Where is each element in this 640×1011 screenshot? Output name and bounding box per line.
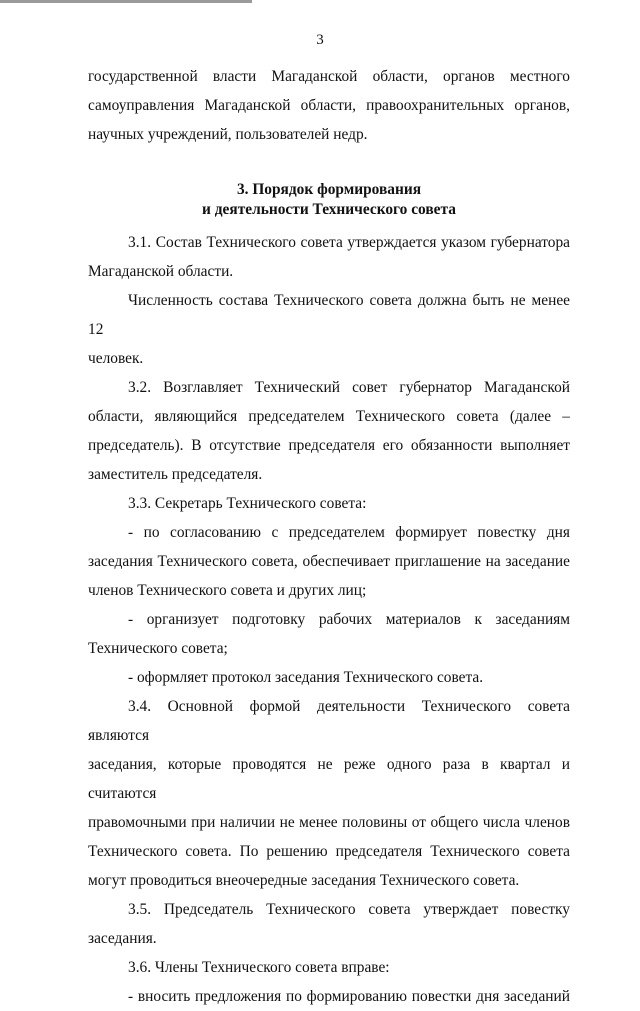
text-line: самоуправления Магаданской области, правоохранительных органов, xyxy=(88,97,570,114)
paragraph-3-4-line: 3.4. Основной формой деятельности Технического совета являются xyxy=(88,698,570,744)
page-number: 3 xyxy=(316,32,324,48)
paragraph-3-5-line: 3.5. Председатель Технического совета утверждает повестку xyxy=(128,901,570,918)
bullet-line: заседания Технического совета, обеспечивает приглашение на заседание xyxy=(88,553,570,570)
bullet-line: членов Технического совета и других лиц; xyxy=(88,582,367,599)
paragraph-3-1-line: 3.1. Состав Технического совета утверждается указом губернатора xyxy=(128,234,570,251)
paragraph-3-2-line: 3.2. Возглавляет Технический совет губернатор Магаданской xyxy=(128,379,570,396)
paragraph-3-4-line: Технического совета. По решению председателя Технического совета xyxy=(88,843,570,860)
paragraph-3-6: 3.6. Члены Технического совета вправе: xyxy=(128,959,390,976)
text-line: научных учреждений, пользователей недр. xyxy=(88,126,368,143)
bullet-line: Технического совета; xyxy=(88,640,228,657)
paragraph-3-2-line: заместитель председателя. xyxy=(88,466,263,483)
paragraph-count-line: человек. xyxy=(88,350,144,367)
document-body xyxy=(88,62,570,1011)
section-heading-line: 3. Порядок формирования xyxy=(236,181,422,198)
paragraph-3-1-line: Магаданской области. xyxy=(88,263,234,280)
text-line: государственной власти Магаданской области, органов местного xyxy=(88,68,570,85)
paragraph-count-line: Численность состава Технического совета должна быть не менее 12 xyxy=(88,292,570,338)
section-heading xyxy=(88,180,570,220)
bullet-line: - организует подготовку рабочих материалов к заседаниям xyxy=(128,611,570,628)
bullet-line: - оформляет протокол заседания Технического совета. xyxy=(128,669,484,686)
top-rule-line xyxy=(0,0,252,3)
paragraph-3-2-line: области, являющийся председателем Технического совета (далее – xyxy=(88,408,570,425)
bullet-line: - вносить предложения по формированию повестки дня заседаний xyxy=(128,988,570,1005)
bullet-line: - по согласованию с председателем формирует повестку дня xyxy=(128,524,570,541)
paragraph-3-4-line: правомочными при наличии не менее половины от общего числа членов xyxy=(88,814,570,831)
paragraph-3-5-line: заседания. xyxy=(88,930,157,947)
paragraph-3-3: 3.3. Секретарь Технического совета: xyxy=(128,495,367,512)
paragraph-3-2-line: председатель). В отсутствие председателя его обязанности выполняет xyxy=(88,437,570,454)
section-heading-line: и деятельности Технического совета xyxy=(202,201,456,218)
paragraph-3-4-line: могут проводиться внеочередные заседания Технического совета. xyxy=(88,872,520,889)
paragraph-3-4-line: заседания, которые проводятся не реже одного раза в квартал и считаются xyxy=(88,756,570,802)
